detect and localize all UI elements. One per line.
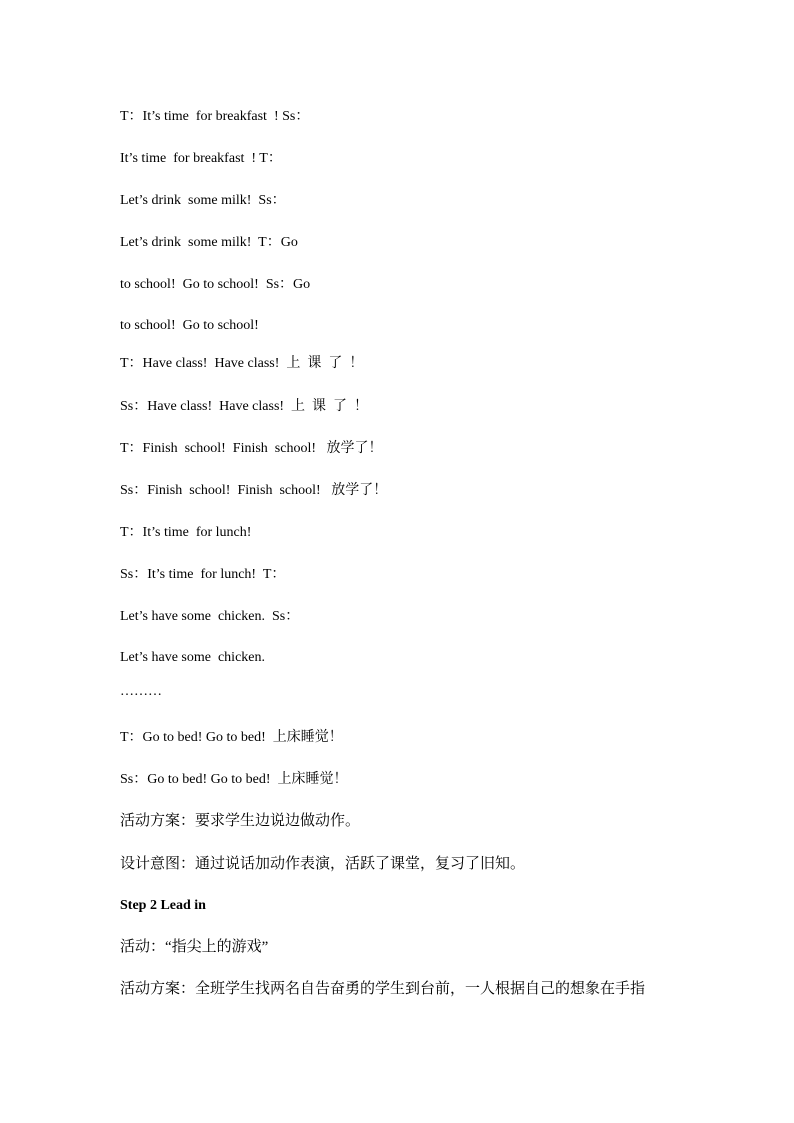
design-intent-text: 设计意图：通过说话加动作表演，活跃了课堂，复习了旧知。 [120, 856, 526, 872]
dialogue-line: T：It’s time for breakfast ! Ss： [120, 109, 310, 124]
dialogue-line: T：It’s time for lunch! [120, 525, 252, 540]
dialogue-line: Let’s have some chicken. Ss： [120, 609, 300, 624]
dialogue-line: Let’s have some chicken. [120, 650, 266, 665]
dialogue-line: to school! Go to school! Ss：Go [120, 277, 311, 292]
dialogue-line: T：Go to bed! Go to bed! 上床睡觉！ [120, 730, 343, 745]
dialogue-line: T：Finish school! Finish school! 放学了！ [120, 441, 383, 456]
activity-plan-text: 活动方案：要求学生边说边做动作。 [120, 813, 361, 829]
dialogue-line: Let’s drink some milk! Ss： [120, 193, 286, 208]
step-heading: Step 2 Lead in [120, 898, 206, 913]
ellipsis-line: ……… [120, 684, 162, 699]
dialogue-line: Ss：Have class! Have class! 上 课 了 ！ [120, 399, 369, 414]
activity-title-text: 活动：“指尖上的游戏” [120, 939, 269, 955]
dialogue-line: T：Have class! Have class! 上 课 了 ！ [120, 356, 364, 371]
dialogue-line: to school! Go to school! [120, 318, 259, 333]
dialogue-line: Ss：Finish school! Finish school! 放学了！ [120, 483, 388, 498]
dialogue-line: Ss：Go to bed! Go to bed! 上床睡觉！ [120, 772, 348, 787]
dialogue-line: It’s time for breakfast ! T： [120, 151, 282, 166]
dialogue-line: Let’s drink some milk! T：Go [120, 235, 298, 250]
dialogue-line: Ss：It’s time for lunch! T： [120, 567, 286, 582]
activity-plan-text: 活动方案：全班学生找两名自告奋勇的学生到台前，一人根据自己的想象在手指 [120, 981, 646, 997]
